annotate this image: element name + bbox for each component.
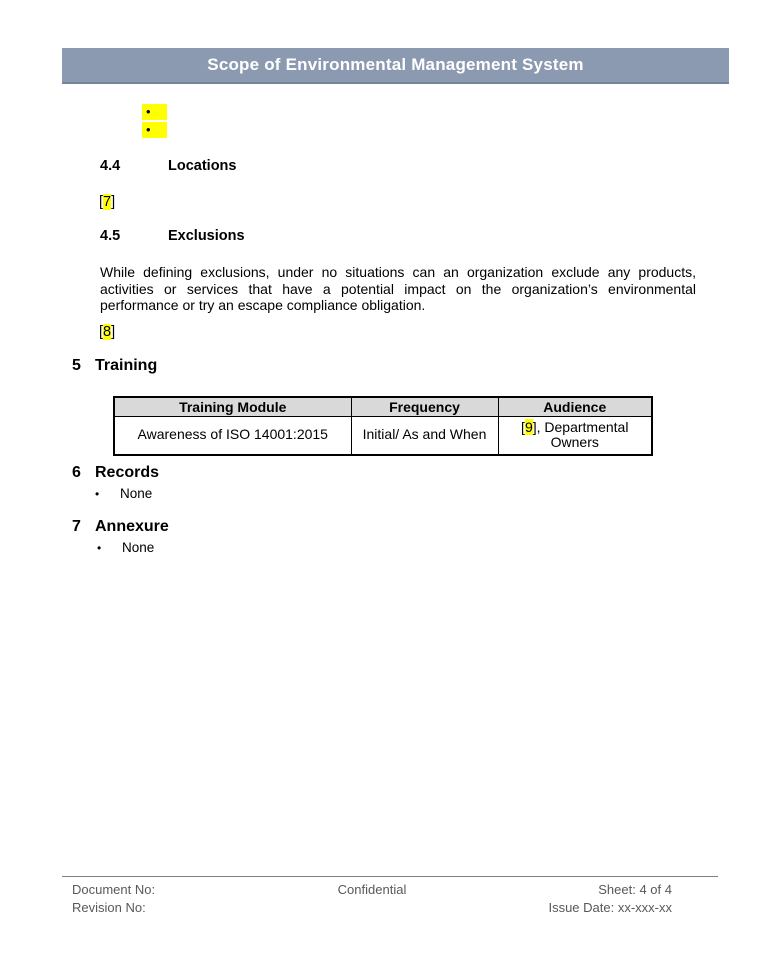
bullet-icon: • [146, 122, 151, 137]
document-title-banner [62, 48, 729, 84]
section-number: 7 [72, 518, 81, 535]
highlighted-bullet-item [142, 122, 167, 138]
highlighted-bullet-item [142, 104, 167, 120]
training-table [113, 396, 653, 456]
footer-divider [62, 876, 718, 877]
footer-right [548, 881, 672, 917]
highlighted-reference-number: 7 [103, 194, 112, 210]
bracket: [ [99, 194, 104, 210]
table-header-row [114, 397, 652, 416]
footer-document-no: Document No: [72, 882, 156, 897]
list-item-text: None [122, 540, 155, 555]
bracket: [ [99, 324, 104, 340]
highlighted-reference-number: 9 [524, 418, 533, 435]
section-title: Records [95, 464, 160, 481]
table-header-frequency: Frequency [351, 397, 498, 416]
section-heading-4-5 [100, 228, 245, 244]
section-title: Annexure [95, 518, 169, 535]
table-header-audience: Audience [498, 397, 652, 416]
footer-issue-date: Issue Date: xx-xxx-xx [548, 900, 672, 915]
exclusions-paragraph: While defining exclusions, under no situations can an organization exclude any products, activities or services that have a potential impact on the organization’s environmental performance or try an escape compliance obligation. [100, 264, 696, 313]
highlighted-bullet-list [142, 104, 167, 140]
list-item-text: None [120, 486, 153, 501]
cell-audience [498, 416, 652, 455]
section-number: 5 [72, 357, 81, 374]
bracket: ] [111, 194, 116, 210]
section-title: Exclusions [168, 228, 245, 244]
section-title: Training [95, 357, 158, 374]
section-number: 4.5 [100, 228, 121, 244]
section-heading-6 [72, 464, 159, 482]
cell-training-module: Awareness of ISO 14001:2015 [114, 416, 351, 455]
bullet-icon: • [95, 487, 100, 501]
section-heading-5 [72, 357, 157, 375]
reference-marker-7 [99, 194, 115, 210]
footer-sheet: Sheet: 4 of 4 [598, 882, 672, 897]
bullet-icon: • [146, 104, 151, 119]
highlighted-reference-number: 8 [103, 324, 112, 340]
bullet-icon: • [97, 541, 102, 555]
footer-confidential: Confidential [337, 882, 407, 897]
table-header-training-module: Training Module [114, 397, 351, 416]
section-heading-7 [72, 518, 169, 536]
section-title: Locations [168, 158, 237, 174]
section-heading-4-4 [100, 158, 236, 174]
cell-frequency: Initial/ As and When [351, 416, 498, 455]
records-list-item [95, 486, 152, 501]
page-title: Scope of Environmental Management System [207, 55, 584, 74]
audience-text: ], Departmental Owners [532, 418, 629, 450]
bracket: ] [111, 324, 116, 340]
bracket: [ [521, 418, 525, 435]
section-number: 4.4 [100, 158, 121, 174]
footer-revision-no: Revision No: [72, 900, 146, 915]
table-row [114, 416, 652, 455]
reference-marker-8 [99, 324, 115, 340]
annexure-list-item [97, 540, 154, 555]
section-number: 6 [72, 464, 81, 481]
